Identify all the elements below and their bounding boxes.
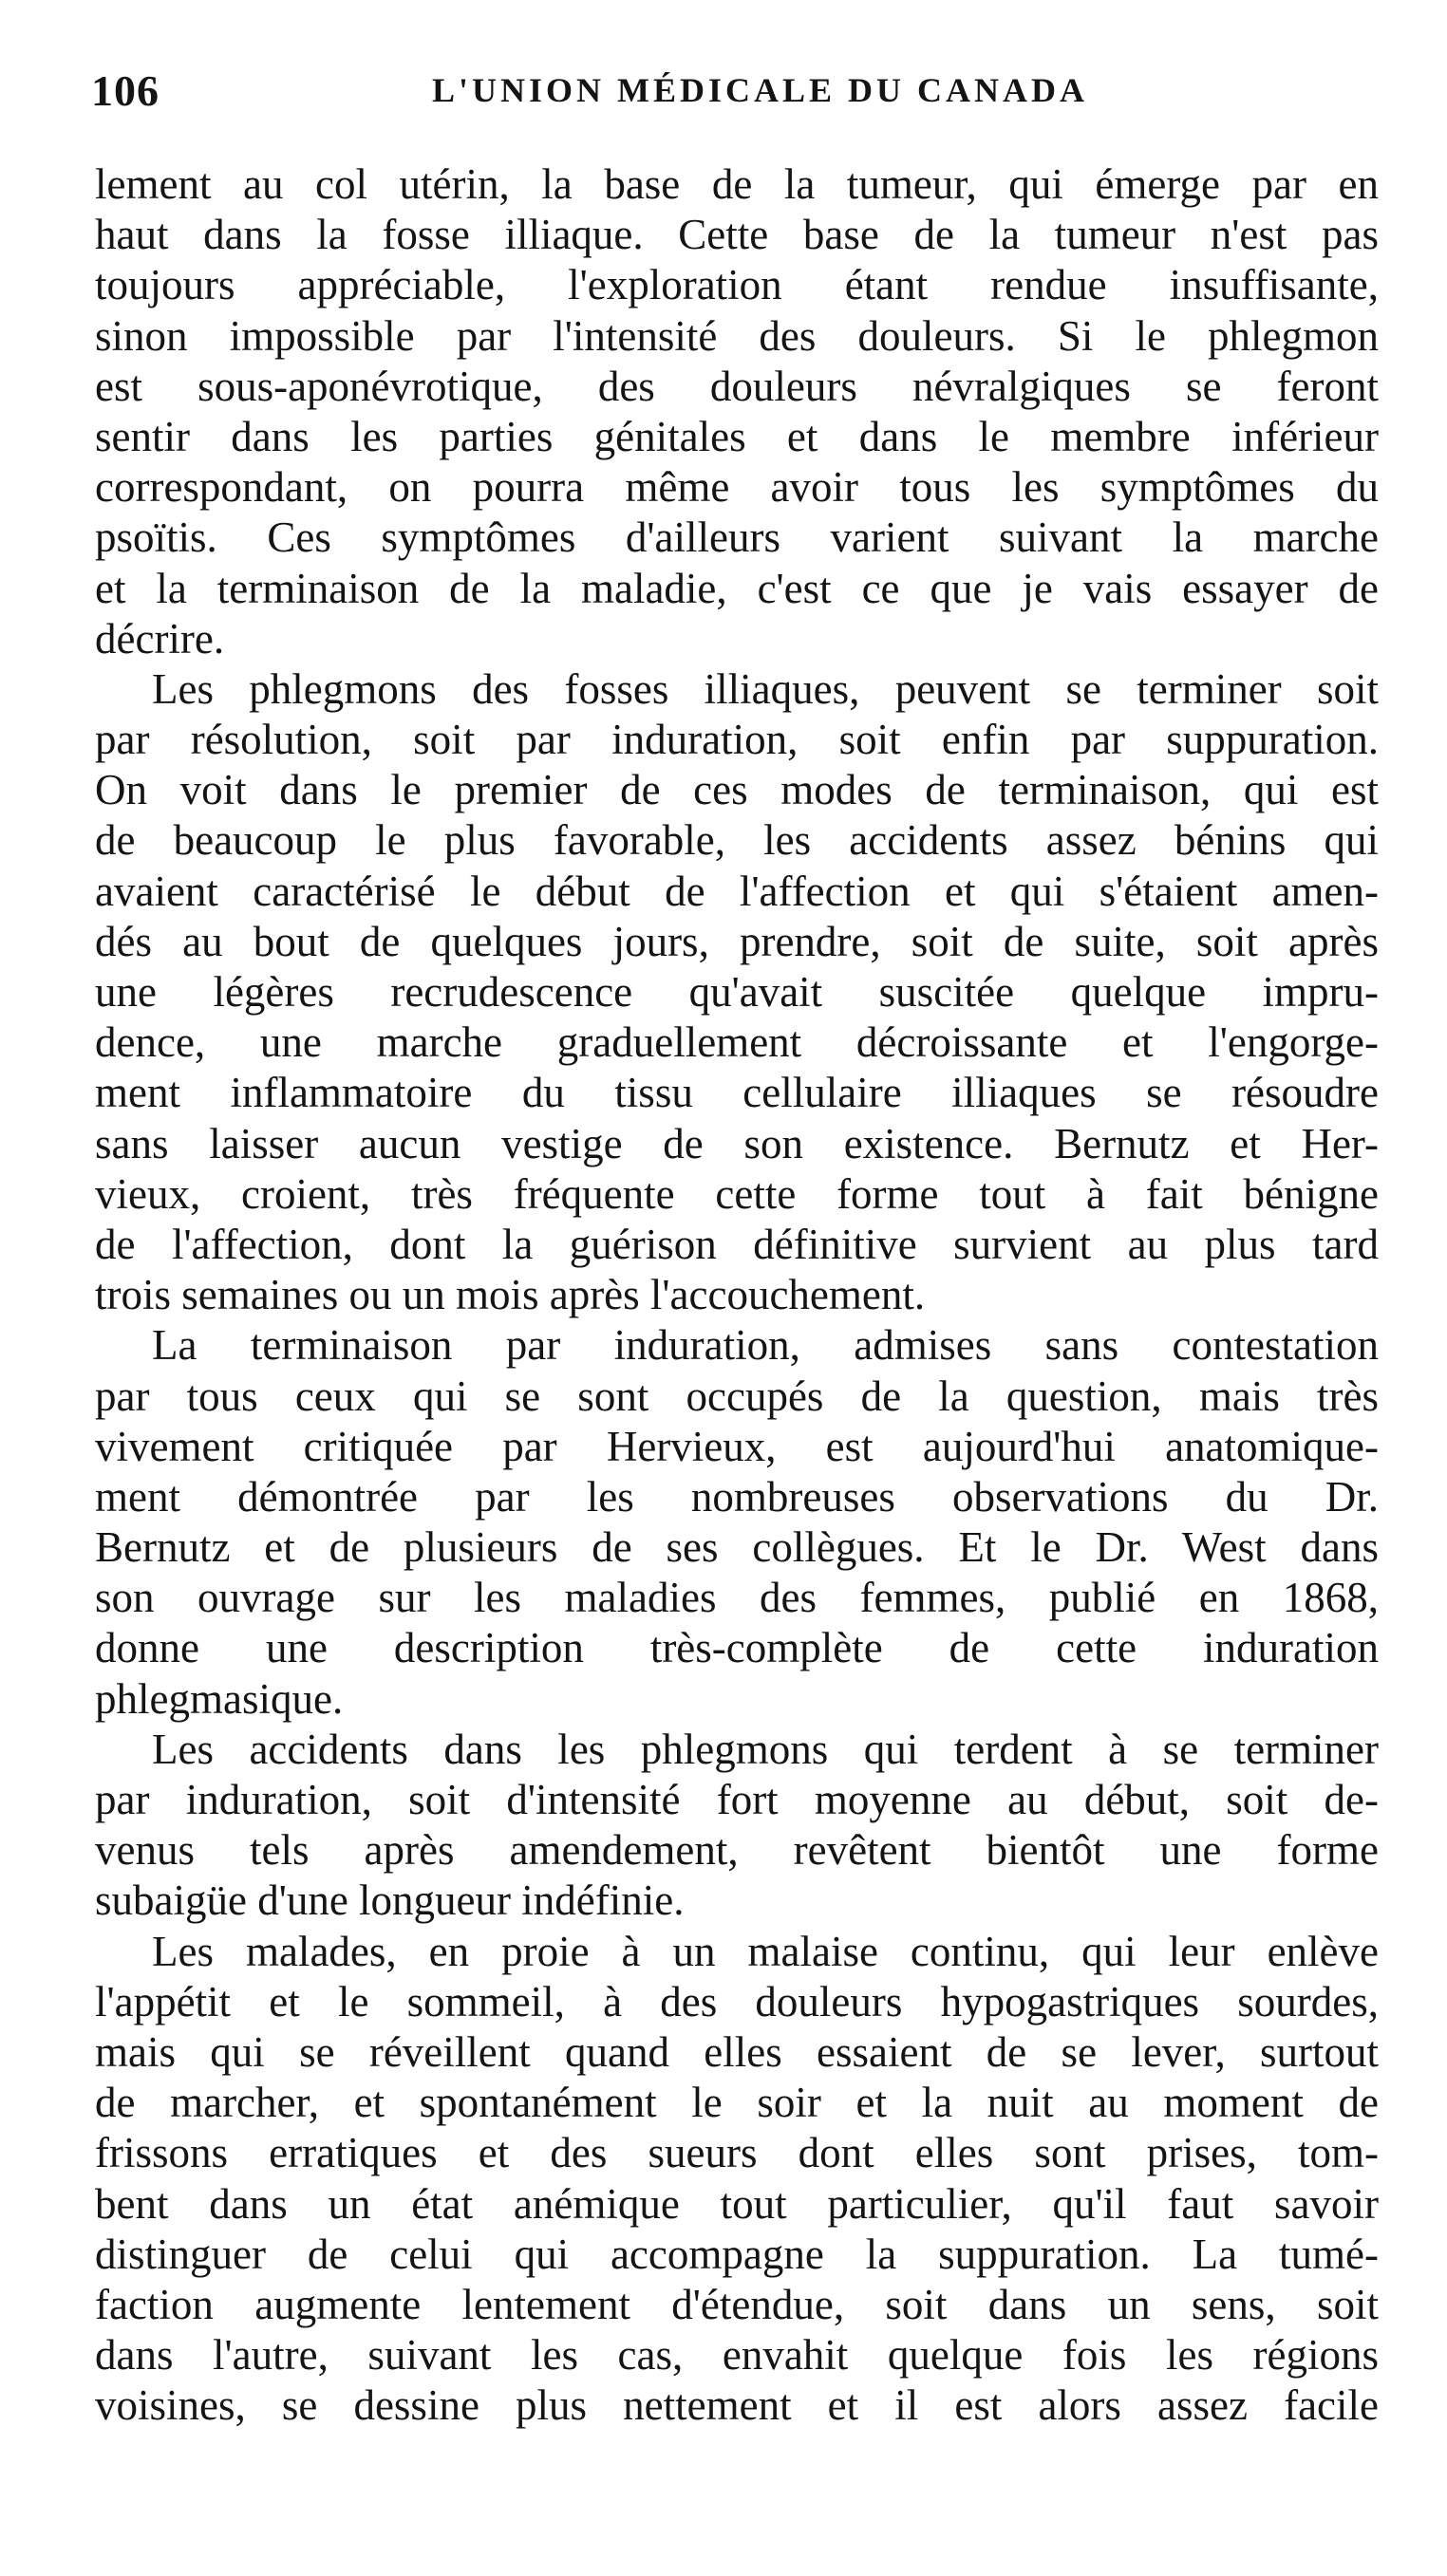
- text-line: La terminaison par induration, admises sans contestation: [152, 1321, 1379, 1370]
- text-line: correspondant, on pourra même avoir tous les symptômes du: [95, 463, 1379, 512]
- text-line: par induration, soit d'intensité fort moyenne au début, soit de-: [95, 1776, 1379, 1823]
- text-line: et la terminaison de la maladie, c'est ce que je vais essayer de: [95, 564, 1379, 612]
- text-line: mais qui se réveillent quand elles essaient de se lever, surtout: [95, 2027, 1379, 2076]
- text-line: lement au col utérin, la base de la tumeur, qui émerge par en: [95, 160, 1379, 208]
- text-line: vivement critiquée par Hervieux, est aujourd'hui anatomique-: [95, 1422, 1379, 1470]
- page-number: 106: [91, 66, 160, 115]
- text-line: Les phlegmons des fosses illiaques, peuvent se terminer soit: [152, 664, 1379, 713]
- text-line: On voit dans le premier de ces modes de terminaison, qui est: [95, 766, 1379, 814]
- text-line: Les malades, en proie à un malaise continu, qui leur enlève: [152, 1927, 1379, 1975]
- text-line: vieux, croient, très fréquente cette forme tout à fait bénigne: [95, 1169, 1379, 1218]
- text-line: avaient caractérisé le début de l'affection et qui s'étaient amen-: [95, 867, 1379, 915]
- text-line: bent dans un état anémique tout particulier, qu'il faut savoir: [95, 2179, 1379, 2228]
- text-line: psoïtis. Ces symptômes d'ailleurs varient suivant la marche: [95, 513, 1379, 562]
- text-line: par tous ceux qui se sont occupés de la question, mais très: [95, 1372, 1379, 1420]
- text-line: de marcher, et spontanément le soir et la nuit au moment de: [95, 2079, 1379, 2127]
- text-line: frissons erratiques et des sueurs dont elles sont prises, tom-: [95, 2129, 1379, 2177]
- text-line: dans l'autre, suivant les cas, envahit quelque fois les régions: [95, 2331, 1379, 2380]
- text-line: l'appétit et le sommeil, à des douleurs hypogastriques sourdes,: [95, 1977, 1379, 2025]
- text-line: trois semaines ou un mois après l'accouchement.: [95, 1271, 926, 1319]
- text-line: sinon impossible par l'intensité des douleurs. Si le phlegmon: [95, 311, 1379, 360]
- text-line: dés au bout de quelques jours, prendre, soit de suite, soit après: [95, 917, 1379, 965]
- text-line: phlegmasique.: [95, 1674, 344, 1723]
- text-line: venus tels après amendement, revêtent bientôt une forme: [95, 1826, 1379, 1875]
- text-line: dence, une marche graduellement décroissante et l'engorge-: [95, 1018, 1379, 1067]
- text-line: distinguer de celui qui accompagne la suppuration. La tumé-: [95, 2230, 1379, 2278]
- text-line: haut dans la fosse illiaque. Cette base de la tumeur n'est pas: [95, 211, 1379, 259]
- text-line: faction augmente lentement d'étendue, soit dans un sens, soit: [95, 2280, 1379, 2328]
- text-line: Les accidents dans les phlegmons qui terdent à se terminer: [152, 1725, 1379, 1773]
- text-line: est sous-aponévrotique, des douleurs névralgiques se feront: [95, 362, 1379, 410]
- text-line: de l'affection, dont la guérison définitive survient au plus tard: [95, 1220, 1379, 1268]
- paragraph: [95, 159, 1379, 664]
- text-line: Bernutz et de plusieurs de ses collègues. Et le Dr. West dans: [95, 1523, 1379, 1572]
- text-line: par résolution, soit par induration, soit enfin par suppuration.: [95, 716, 1379, 764]
- text-line: subaigüe d'une longueur indéfinie.: [95, 1876, 685, 1925]
- text-line: toujours appréciable, l'exploration étant rendue insuffisante,: [95, 261, 1379, 309]
- text-line: ment démontrée par les nombreuses observations du Dr.: [95, 1472, 1379, 1521]
- text-line: une légères recrudescence qu'avait suscitée quelque impru-: [95, 968, 1379, 1016]
- running-head: L'UNION MÉDICALE DU CANADA: [432, 71, 1089, 109]
- text-line: sans laisser aucun vestige de son existence. Bernutz et Her-: [95, 1119, 1379, 1167]
- text-line: donne une description très-complète de cette induration: [95, 1624, 1379, 1672]
- paragraph: [95, 1927, 1379, 2432]
- paragraph: [95, 1725, 1379, 1927]
- text-line: de beaucoup le plus favorable, les accidents assez bénins qui: [95, 816, 1379, 865]
- text-line: ment inflammatoire du tissu cellulaire illiaques se résoudre: [95, 1069, 1379, 1117]
- text-line: son ouvrage sur les maladies des femmes, publié en 1868,: [95, 1574, 1379, 1622]
- body-text: [95, 159, 1379, 2431]
- paragraph: [95, 664, 1379, 1320]
- text-line: voisines, se dessine plus nettement et il est alors assez facile: [95, 2381, 1379, 2430]
- paragraph: [95, 1320, 1379, 1725]
- text-line: sentir dans les parties génitales et dans le membre inférieur: [95, 412, 1379, 460]
- text-line: décrire.: [95, 614, 225, 663]
